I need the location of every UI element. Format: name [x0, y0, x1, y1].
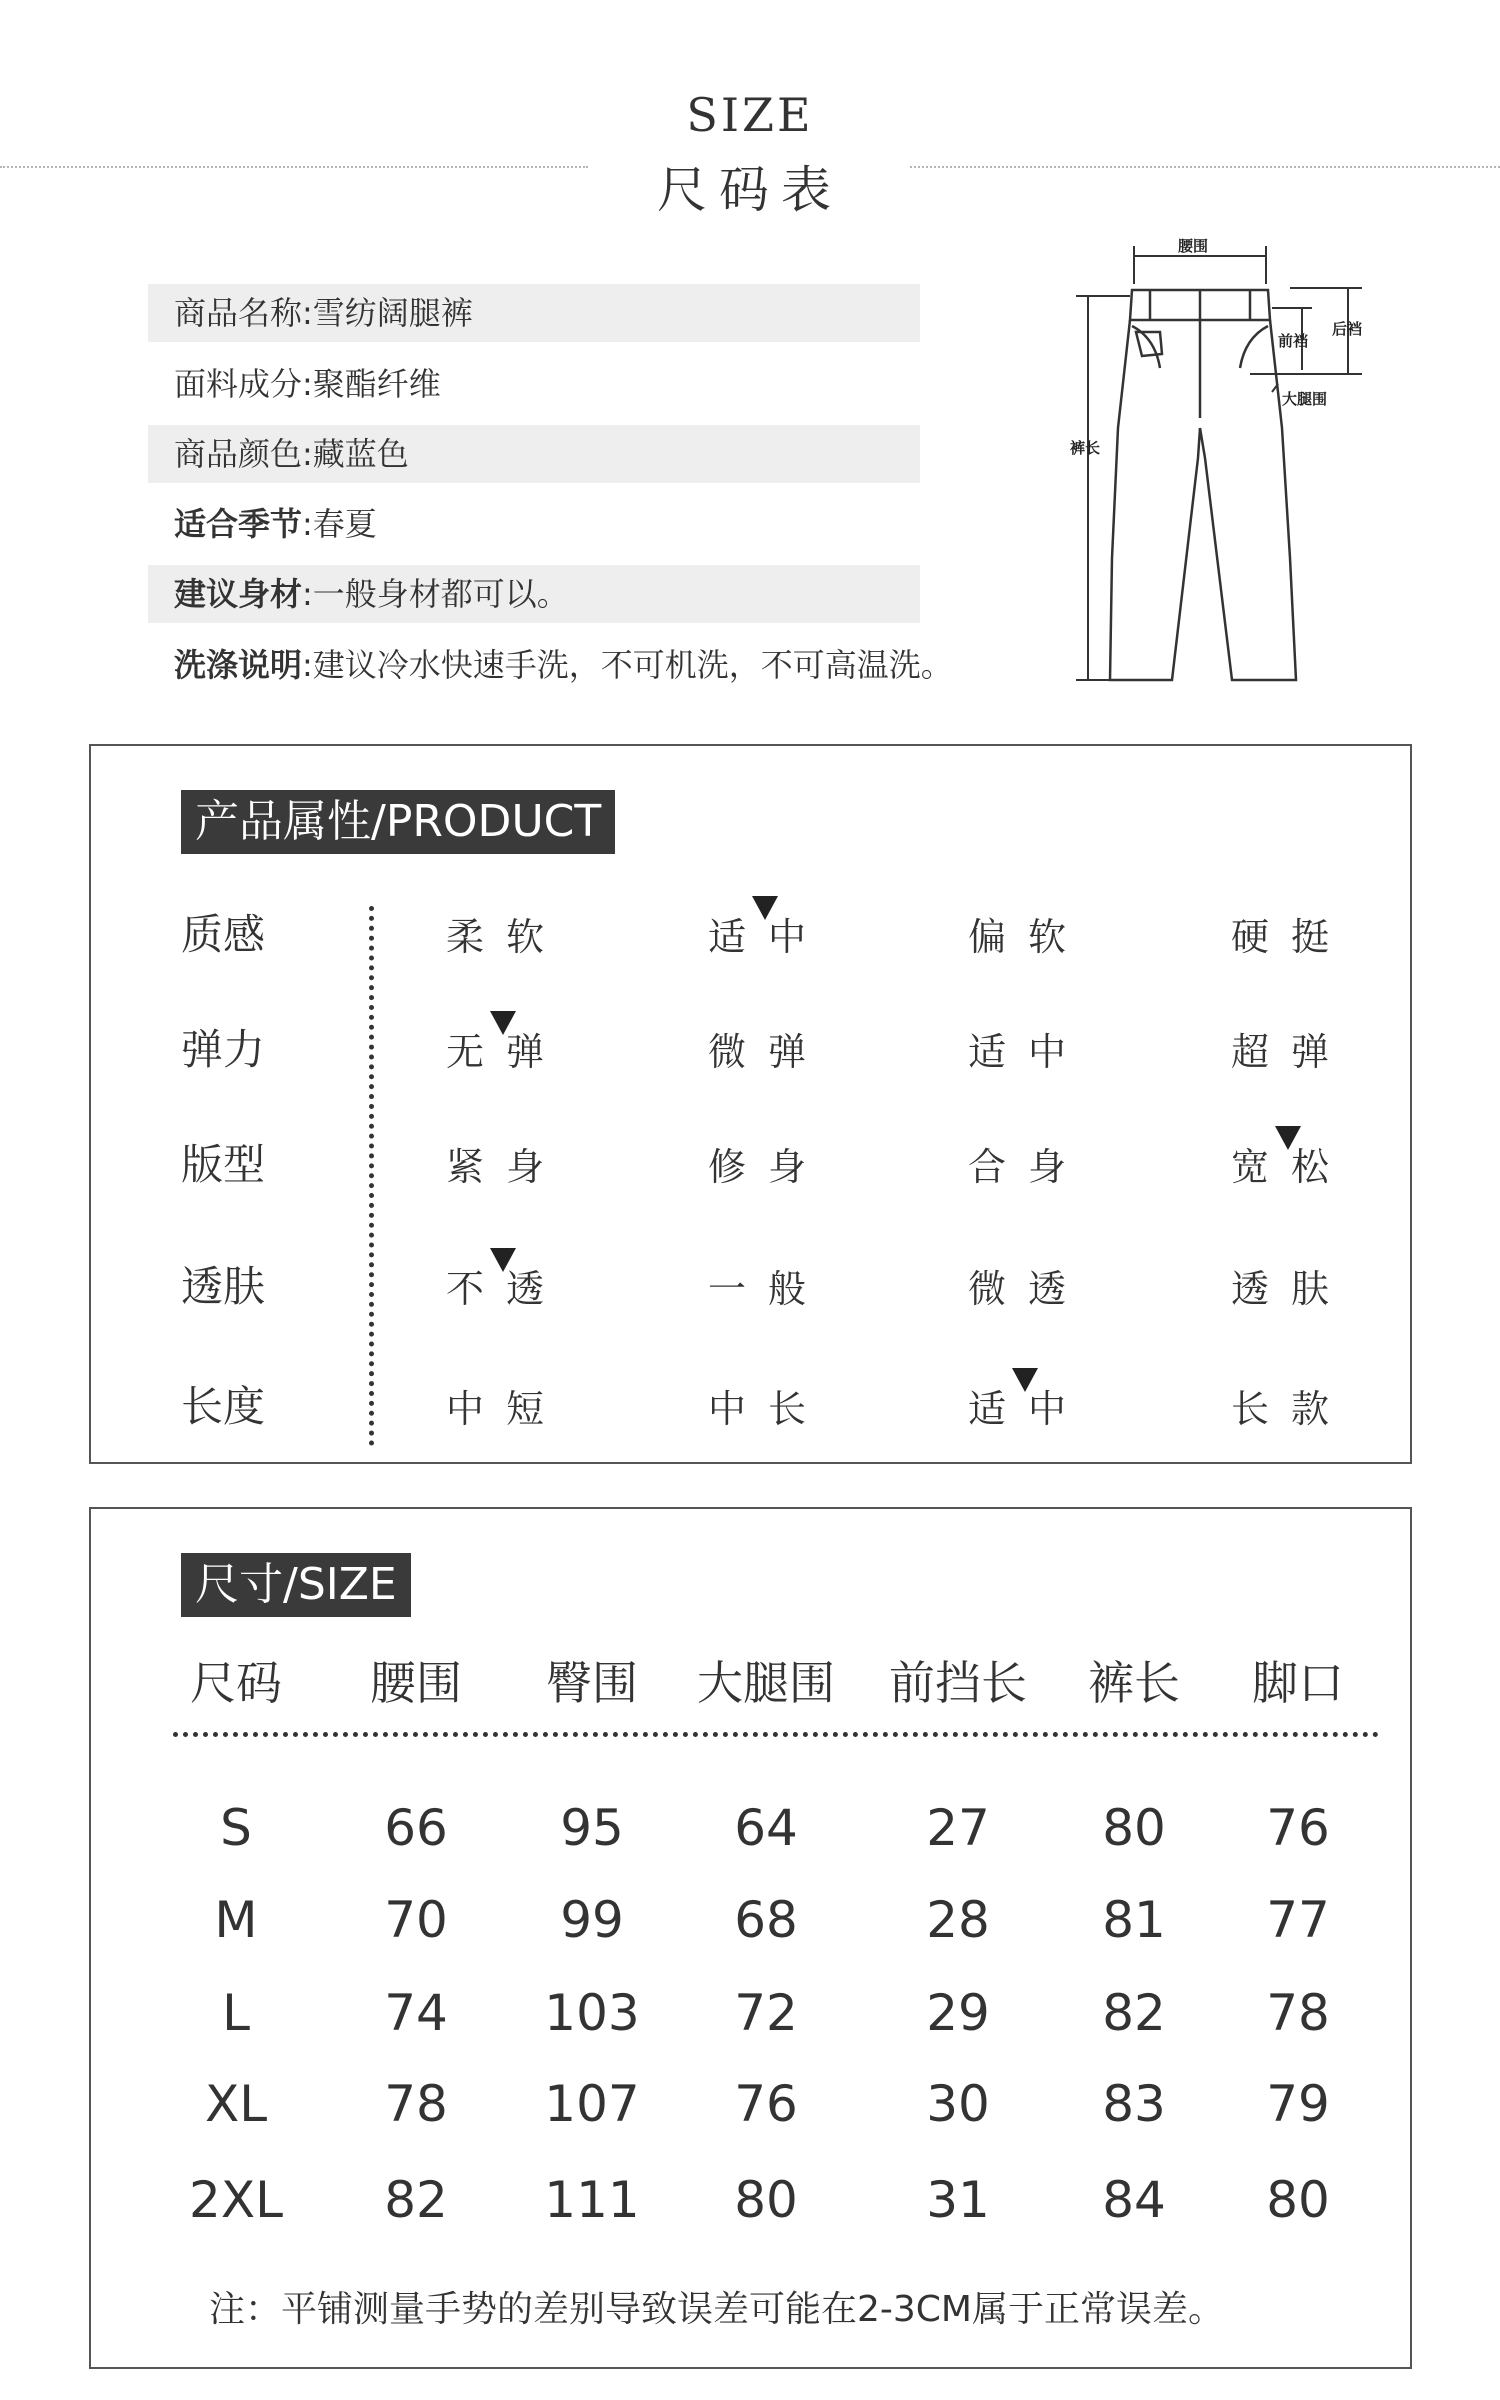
attribute-label: 版型: [181, 1140, 266, 1189]
attribute-label: 透肤: [181, 1262, 266, 1311]
size-column-header: 臀围: [546, 1656, 638, 1710]
attribute-option: 修身: [708, 1145, 829, 1189]
size-column-header: 前挡长: [889, 1656, 1027, 1710]
attribute-option: 无弹: [446, 1030, 567, 1074]
selected-marker-icon: [1012, 1368, 1038, 1392]
diagram-label-back-rise: 后裆: [1332, 320, 1363, 338]
size-cell: 103: [544, 1984, 640, 2042]
table-header-divider: [173, 1732, 1379, 1737]
size-cell: 81: [1102, 1891, 1166, 1949]
diagram-label-waist: 腰围: [1178, 237, 1209, 255]
info-row: [148, 284, 920, 342]
info-key: 洗涤说明: [174, 646, 303, 684]
size-cell: M: [214, 1891, 258, 1949]
size-column-header: 裤长: [1088, 1656, 1180, 1710]
info-separator: :: [302, 505, 313, 543]
size-cell: 68: [734, 1891, 798, 1949]
info-key: 适合季节: [174, 505, 303, 543]
attribute-option: 不透: [446, 1267, 567, 1311]
attribute-option: 一般: [708, 1267, 829, 1311]
info-value: 春夏: [312, 505, 377, 543]
attribute-option: 适中: [708, 915, 829, 959]
size-cell: 72: [734, 1984, 798, 2042]
info-key: 商品颜色: [174, 435, 303, 473]
info-value: 建议冷水快速手洗，不可机洗，不可高温洗。: [312, 646, 953, 684]
size-cell: 76: [734, 2075, 798, 2133]
size-column-header: 腰围: [370, 1656, 462, 1710]
diagram-label-length: 裤长: [1070, 439, 1101, 457]
attribute-option: 硬挺: [1231, 915, 1352, 959]
info-key: 建议身材: [174, 575, 303, 613]
attribute-option: 透肤: [1231, 1267, 1352, 1311]
size-cell: 99: [560, 1891, 624, 1949]
size-cell: 82: [1102, 1984, 1166, 2042]
pants-measurement-diagram: [1050, 228, 1380, 698]
attribute-option: 超弹: [1231, 1030, 1352, 1074]
size-cell: 27: [926, 1799, 990, 1857]
info-row: [148, 425, 920, 483]
attribute-option: 适中: [968, 1030, 1089, 1074]
attribute-option: 柔软: [446, 915, 567, 959]
size-cell: 29: [926, 1984, 990, 2042]
size-cell: 70: [384, 1891, 448, 1949]
size-cell: 95: [560, 1799, 624, 1857]
attribute-label: 质感: [181, 910, 266, 959]
attribute-option: 宽松: [1231, 1145, 1352, 1189]
size-cell: 2XL: [189, 2171, 283, 2229]
info-row: [148, 565, 920, 623]
size-cell: 107: [544, 2075, 640, 2133]
size-column-header: 脚口: [1252, 1656, 1344, 1710]
attribute-option: 微弹: [708, 1030, 829, 1074]
size-cell: 111: [544, 2171, 640, 2229]
info-key: 商品名称: [174, 294, 303, 332]
info-row: [148, 636, 953, 694]
size-cell: 77: [1266, 1891, 1330, 1949]
size-column-header: 大腿围: [697, 1656, 835, 1710]
info-value: 雪纺阔腿裤: [312, 294, 473, 332]
info-value: 一般身材都可以。: [312, 575, 569, 613]
selected-marker-icon: [490, 1248, 516, 1272]
size-cell: 84: [1102, 2171, 1166, 2229]
size-cell: 78: [384, 2075, 448, 2133]
product-attributes-panel: [89, 744, 1412, 1464]
selected-marker-icon: [1275, 1126, 1301, 1150]
info-value: 聚酯纤维: [312, 365, 441, 403]
size-cell: 83: [1102, 2075, 1166, 2133]
attribute-option: 长款: [1231, 1387, 1352, 1431]
size-cell: 80: [1266, 2171, 1330, 2229]
attribute-option: 中长: [708, 1387, 829, 1431]
size-column-header: 尺码: [190, 1656, 282, 1710]
size-cell: 66: [384, 1799, 448, 1857]
size-cell: 30: [926, 2075, 990, 2133]
size-note: 注：平铺测量手势的差别导致误差可能在2-3CM属于正常误差。: [209, 2289, 1224, 2330]
info-row: [148, 355, 920, 413]
info-separator: :: [302, 365, 313, 403]
info-separator: :: [302, 646, 313, 684]
size-cell: 78: [1266, 1984, 1330, 2042]
attribute-option: 偏软: [968, 915, 1089, 959]
size-cell: 79: [1266, 2075, 1330, 2133]
product-attributes-title: 产品属性/PRODUCT: [181, 790, 615, 854]
info-key: 面料成分: [174, 365, 303, 403]
selected-marker-icon: [490, 1011, 516, 1035]
size-cell: S: [220, 1799, 252, 1857]
size-table-title: 尺寸/SIZE: [181, 1553, 411, 1617]
size-table-panel: [89, 1507, 1412, 2369]
size-cell: 64: [734, 1799, 798, 1857]
attribute-label: 弹力: [181, 1025, 266, 1074]
attribute-option: 适中: [968, 1387, 1089, 1431]
attribute-option: 合身: [968, 1145, 1089, 1189]
info-separator: :: [302, 435, 313, 473]
header-title-en: SIZE: [686, 88, 814, 142]
size-cell: 82: [384, 2171, 448, 2229]
info-separator: :: [302, 294, 313, 332]
header-title-cn: 尺码表: [657, 161, 843, 219]
size-cell: L: [222, 1984, 250, 2042]
size-cell: 74: [384, 1984, 448, 2042]
attribute-label: 长度: [181, 1382, 266, 1431]
size-cell: 76: [1266, 1799, 1330, 1857]
size-cell: 80: [1102, 1799, 1166, 1857]
diagram-label-front-rise: 前裆: [1278, 332, 1309, 350]
attribute-option: 微透: [968, 1267, 1089, 1311]
attribute-option: 中短: [446, 1387, 567, 1431]
selected-marker-icon: [752, 896, 778, 920]
size-cell: 28: [926, 1891, 990, 1949]
dotted-divider: [369, 906, 374, 1446]
size-cell: 31: [926, 2171, 990, 2229]
size-cell: XL: [204, 2075, 268, 2133]
info-row: [148, 495, 920, 553]
info-value: 藏蓝色: [312, 435, 409, 473]
attribute-option: 紧身: [446, 1145, 567, 1189]
info-separator: :: [302, 575, 313, 613]
size-cell: 80: [734, 2171, 798, 2229]
diagram-label-thigh: 大腿围: [1282, 390, 1328, 408]
